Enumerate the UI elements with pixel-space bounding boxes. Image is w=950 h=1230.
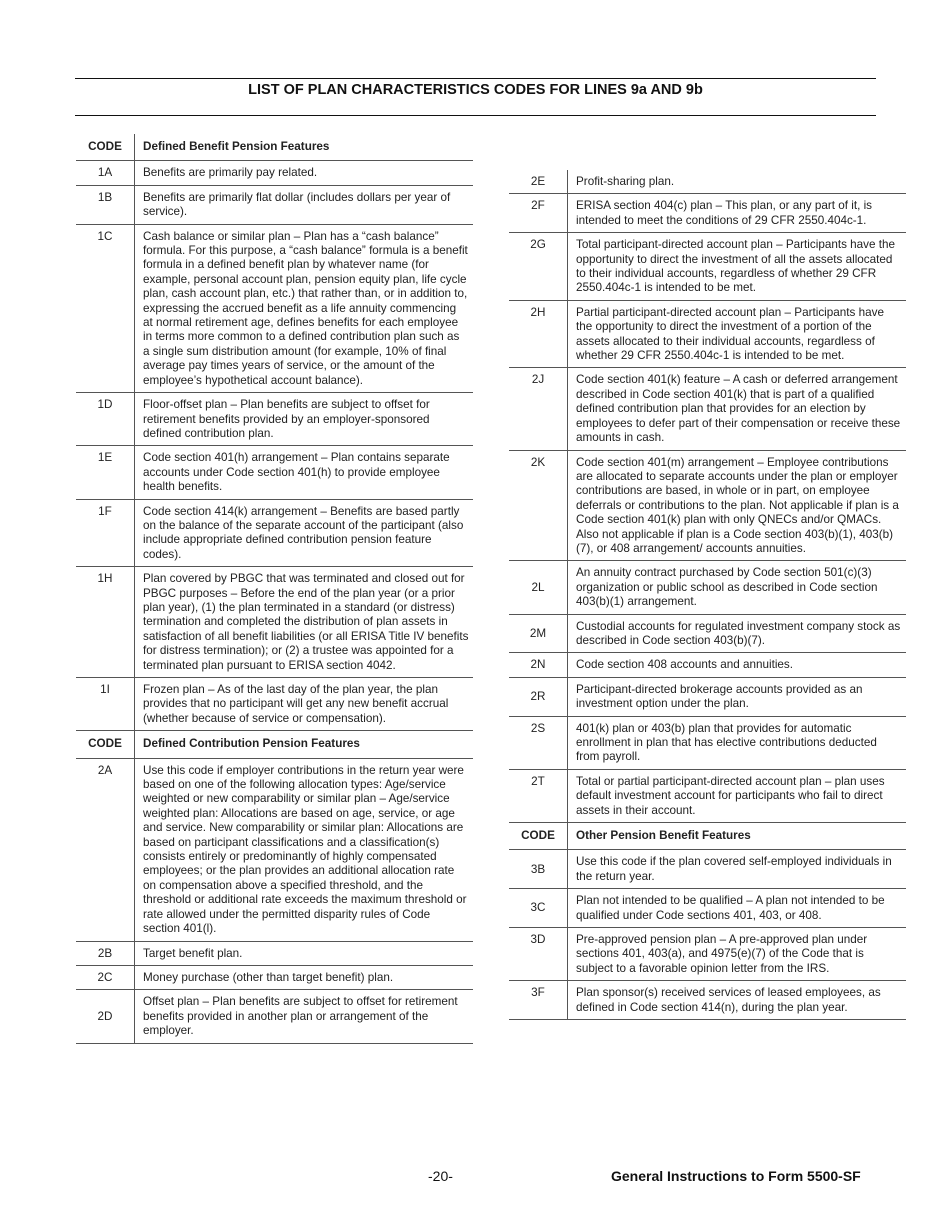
code-cell: 2N bbox=[509, 653, 568, 677]
code-cell: 2B bbox=[76, 941, 135, 965]
description-cell: ERISA section 404(c) plan – This plan, or any part of it, is intended to meet the conditions of 29 CFR 2550.404c-1. bbox=[568, 194, 907, 233]
code-cell: 1E bbox=[76, 446, 135, 499]
code-cell: 3D bbox=[509, 928, 568, 981]
code-row bbox=[76, 499, 473, 567]
code-cell: 2G bbox=[509, 233, 568, 301]
code-cell: 3B bbox=[509, 850, 568, 889]
code-row bbox=[509, 170, 906, 194]
code-cell: 2E bbox=[509, 170, 568, 194]
code-row bbox=[509, 850, 906, 889]
description-cell: Partial participant-directed account plan – Participants have the opportunity to direct the investment of a portion of the assets allocated to their individual accounts, regardless of whether 29 CFR 2550.404c-1 is intended to be met. bbox=[568, 300, 907, 368]
section-header-row bbox=[76, 134, 473, 161]
description-cell: Use this code if employer contributions in the return year were based on one of the following allocation types: Age/service weighted or new comparability or similar plan – Age/service weighted plan: Allocations are based on age, service, or age and service. New comparability or similar plan: Allocations are based on participant classifications and a classification(s) consists entirely or predominantly of highly compensated employees; or the plan provides an additional allocation rate on compensation above a specified threshold, and the threshold or additional rate exceeds the maximum threshold or rate allowed under the permitted disparity rules of Code section 401(l). bbox=[135, 758, 474, 941]
description-cell: Total participant-directed account plan – Participants have the opportunity to direct the investment of all the assets allocated to their individual accounts, regardless of whether 29 CFR 2550.404c-1 is intended to be met. bbox=[568, 233, 907, 301]
description-cell: Plan not intended to be qualified – A plan not intended to be qualified under Code sections 401, 403, or 408. bbox=[568, 889, 907, 928]
description-cell: Target benefit plan. bbox=[135, 941, 474, 965]
description-cell: Code section 401(k) feature – A cash or deferred arrangement described in Code section 401(k) that is part of a qualified defined contribution plan that provides for an election by employees to defer part of their compensation or receive these amounts in cash. bbox=[568, 368, 907, 450]
code-row bbox=[509, 450, 906, 561]
code-row bbox=[509, 981, 906, 1020]
description-cell: Pre-approved pension plan – A pre-approved plan under sections 401, 403(a), and 4975(e)(7) of the Code that is subject to a favorable opinion letter from the IRS. bbox=[568, 928, 907, 981]
code-cell: 2T bbox=[509, 769, 568, 822]
description-cell: Participant-directed brokerage accounts provided as an investment option under the plan. bbox=[568, 677, 907, 716]
code-row bbox=[76, 224, 473, 392]
section-title: Defined Contribution Pension Features bbox=[135, 731, 474, 758]
code-row bbox=[509, 928, 906, 981]
description-cell: Cash balance or similar plan – Plan has a “cash balance” formula. For this purpose, a “cash balance” formula is a benefit formula in a defined benefit plan by whatever name (for example, personal account plan, pension equity plan, life cycle plan, cash account plan, etc.) that rather than, or in addition to, expressing the accrued benefit as a life annuity commencing at normal retirement age, defines benefits for each employee in terms more common to a defined contribution plan such as a single sum distribution amount (for example, 10% of final average pay times years of service, or the amount of the employee’s hypothetical account balance). bbox=[135, 224, 474, 392]
code-row bbox=[76, 990, 473, 1043]
description-cell: Frozen plan – As of the last day of the plan year, the plan provides that no participant will get any new benefit accrual (whether because of service or compensation). bbox=[135, 678, 474, 731]
left-codes-column bbox=[76, 134, 473, 1044]
code-cell: 2M bbox=[509, 614, 568, 653]
code-column-header: CODE bbox=[76, 731, 135, 758]
description-cell: Money purchase (other than target benefit) plan. bbox=[135, 965, 474, 989]
description-cell: 401(k) plan or 403(b) plan that provides for automatic enrollment in plan that has elective contributions deducted from payroll. bbox=[568, 716, 907, 769]
code-cell: 1H bbox=[76, 567, 135, 678]
description-cell: Offset plan – Plan benefits are subject to offset for retirement benefits provided in another plan or arrangement of the employer. bbox=[135, 990, 474, 1043]
code-cell: 2S bbox=[509, 716, 568, 769]
code-cell: 1C bbox=[76, 224, 135, 392]
code-row bbox=[76, 185, 473, 224]
code-cell: 2D bbox=[76, 990, 135, 1043]
description-cell: Code section 414(k) arrangement – Benefits are based partly on the balance of the separate account of the participant (also include appropriate defined contribution pension feature codes). bbox=[135, 499, 474, 567]
code-cell: 1B bbox=[76, 185, 135, 224]
code-cell: 3F bbox=[509, 981, 568, 1020]
page-number: -20- bbox=[428, 1168, 453, 1184]
description-cell: Code section 408 accounts and annuities. bbox=[568, 653, 907, 677]
code-column-header: CODE bbox=[76, 134, 135, 161]
code-row bbox=[509, 677, 906, 716]
code-row bbox=[76, 678, 473, 731]
code-row bbox=[509, 716, 906, 769]
right-codes-column bbox=[509, 170, 906, 1020]
code-row bbox=[509, 653, 906, 677]
form-name: General Instructions to Form 5500-SF bbox=[611, 1168, 861, 1184]
code-cell: 3C bbox=[509, 889, 568, 928]
page-title: LIST OF PLAN CHARACTERISTICS CODES FOR LINES 9a AND 9b bbox=[248, 82, 703, 98]
code-cell: 2R bbox=[509, 677, 568, 716]
description-cell: Code section 401(h) arrangement – Plan contains separate accounts under Code section 401(h) to provide employee health benefits. bbox=[135, 446, 474, 499]
description-cell: Code section 401(m) arrangement – Employee contributions are allocated to separate accounts under the plan or employer contributions are based, in whole or in part, on employee deferrals or contributions to the plan. Not applicable if plan is a Code section 401(k) plan with only QNECs and/or QMACs. Also not applicable if plan is a Code section 403(b)(1), 403(b)(7), or 408 arrangement/ accounts annuities. bbox=[568, 450, 907, 561]
code-row bbox=[509, 561, 906, 614]
code-cell: 2C bbox=[76, 965, 135, 989]
description-cell: Profit-sharing plan. bbox=[568, 170, 907, 194]
code-cell: 2L bbox=[509, 561, 568, 614]
code-row bbox=[76, 161, 473, 185]
section-header-row bbox=[76, 731, 473, 758]
top-rule bbox=[75, 78, 876, 79]
description-cell: Plan covered by PBGC that was terminated and closed out for PBGC purposes – Before the end of the plan year (or a prior plan year), (1) the plan terminated in a standard (or distress) termination and completed the distribution of plan assets in satisfaction of all benefit liabilities (or all ERISA Title IV benefits for distress termination); or (2) a trustee was appointed for a terminated plan pursuant to ERISA section 4042. bbox=[135, 567, 474, 678]
title-rule bbox=[75, 115, 876, 116]
description-cell: An annuity contract purchased by Code section 501(c)(3) organization or public school as described in Code section 403(b)(1) arrangement. bbox=[568, 561, 907, 614]
code-cell: 1D bbox=[76, 393, 135, 446]
code-row bbox=[76, 941, 473, 965]
description-cell: Use this code if the plan covered self-employed individuals in the return year. bbox=[568, 850, 907, 889]
code-cell: 1A bbox=[76, 161, 135, 185]
code-cell: 2F bbox=[509, 194, 568, 233]
code-row bbox=[76, 758, 473, 941]
code-row bbox=[76, 446, 473, 499]
code-row bbox=[76, 567, 473, 678]
section-title: Defined Benefit Pension Features bbox=[135, 134, 474, 161]
section-header-row bbox=[509, 823, 906, 850]
code-row bbox=[509, 769, 906, 822]
left-codes-table bbox=[76, 134, 473, 1044]
code-cell: 1I bbox=[76, 678, 135, 731]
code-row bbox=[509, 889, 906, 928]
description-cell: Floor-offset plan – Plan benefits are subject to offset for retirement benefits provided by an employer-sponsored defined contribution plan. bbox=[135, 393, 474, 446]
right-codes-table bbox=[509, 170, 906, 1020]
code-row bbox=[509, 614, 906, 653]
code-cell: 2A bbox=[76, 758, 135, 941]
code-cell: 2K bbox=[509, 450, 568, 561]
code-cell: 2J bbox=[509, 368, 568, 450]
code-cell: 2H bbox=[509, 300, 568, 368]
description-cell: Benefits are primarily pay related. bbox=[135, 161, 474, 185]
code-row bbox=[76, 393, 473, 446]
code-row bbox=[509, 368, 906, 450]
section-title: Other Pension Benefit Features bbox=[568, 823, 907, 850]
code-row bbox=[509, 194, 906, 233]
code-row bbox=[509, 233, 906, 301]
code-row bbox=[509, 300, 906, 368]
description-cell: Total or partial participant-directed account plan – plan uses default investment account for participants who fail to direct assets in their account. bbox=[568, 769, 907, 822]
description-cell: Plan sponsor(s) received services of leased employees, as defined in Code section 414(n), during the plan year. bbox=[568, 981, 907, 1020]
description-cell: Benefits are primarily flat dollar (includes dollars per year of service). bbox=[135, 185, 474, 224]
code-column-header: CODE bbox=[509, 823, 568, 850]
code-cell: 1F bbox=[76, 499, 135, 567]
code-row bbox=[76, 965, 473, 989]
description-cell: Custodial accounts for regulated investment company stock as described in Code section 403(b)(7). bbox=[568, 614, 907, 653]
